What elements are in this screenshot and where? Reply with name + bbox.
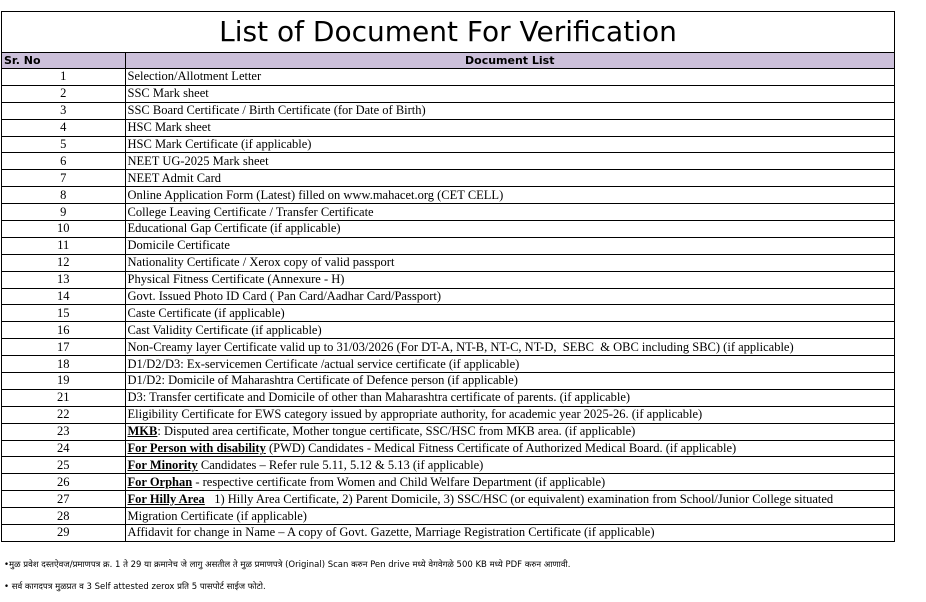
table-row — [2, 102, 894, 119]
row-document-text: HSC Mark sheet — [127, 120, 211, 135]
row-document-text: : Disputed area certificate, Mother tongue certificate, SSC/HSC from MKB area. (if applicable) — [157, 424, 636, 439]
row-sr-no: 17 — [2, 339, 125, 356]
table-header-row — [2, 53, 894, 69]
table-row — [2, 288, 894, 305]
footer-notes — [4, 558, 904, 602]
row-sr-no: 11 — [2, 237, 125, 254]
row-document — [125, 322, 894, 339]
table-row — [2, 423, 894, 440]
row-sr-no: 2 — [2, 85, 125, 102]
table-row — [2, 406, 894, 423]
row-document — [125, 440, 894, 457]
header-sr-no: Sr. No — [2, 53, 125, 69]
table-row — [2, 440, 894, 457]
row-sr-no: 8 — [2, 187, 125, 204]
row-document — [125, 356, 894, 373]
table-row — [2, 170, 894, 187]
row-document — [125, 389, 894, 406]
row-sr-no: 26 — [2, 474, 125, 491]
row-document-text: Caste Certificate (if applicable) — [127, 305, 285, 320]
row-document — [125, 170, 894, 187]
row-sr-no: 12 — [2, 254, 125, 271]
row-sr-no: 24 — [2, 440, 125, 457]
row-sr-no: 5 — [2, 136, 125, 153]
row-sr-no: 29 — [2, 525, 125, 541]
row-document — [125, 102, 894, 119]
row-document-text: Online Application Form (Latest) filled on www.mahacet.org (CET CELL) — [127, 187, 504, 202]
row-document — [125, 423, 894, 440]
table-row — [2, 187, 894, 204]
row-sr-no: 16 — [2, 322, 125, 339]
table-row — [2, 305, 894, 322]
row-document-text: 1) Hilly Area Certificate, 2) Parent Domicile, 3) SSC/HSC (or equivalent) examination from School/Junior College situated — [204, 491, 834, 506]
row-sr-no: 13 — [2, 271, 125, 288]
row-sr-no: 25 — [2, 457, 125, 474]
row-document — [125, 525, 894, 541]
row-category-label: For Person with disability — [127, 441, 266, 456]
row-document-text: Selection/Allotment Letter — [127, 69, 262, 84]
document-table-container — [1, 11, 895, 542]
table-row — [2, 389, 894, 406]
table-row — [2, 525, 894, 541]
row-document-text: Physical Fitness Certificate (Annexure - H) — [127, 272, 345, 287]
row-document-text: Non-Creamy layer Certificate valid up to 31/03/2026 (For DT-A, NT-B, NT-C, NT-D, SEBC & OBC including SBC) (if applicable) — [127, 339, 794, 354]
row-document — [125, 406, 894, 423]
table-row — [2, 119, 894, 136]
table-row — [2, 221, 894, 238]
row-document-text: Affidavit for change in Name – A copy of Govt. Gazette, Marriage Registration Certificate (if applicable) — [127, 525, 655, 540]
row-document — [125, 491, 894, 508]
table-row — [2, 153, 894, 170]
table-row — [2, 237, 894, 254]
table-row — [2, 204, 894, 221]
row-document — [125, 457, 894, 474]
row-sr-no: 23 — [2, 423, 125, 440]
row-sr-no: 6 — [2, 153, 125, 170]
row-document — [125, 373, 894, 390]
row-sr-no: 28 — [2, 508, 125, 525]
row-document-text: SSC Mark sheet — [127, 86, 209, 101]
row-sr-no: 14 — [2, 288, 125, 305]
row-category-label: For Minority — [127, 457, 198, 472]
row-sr-no: 7 — [2, 170, 125, 187]
row-sr-no: 15 — [2, 305, 125, 322]
row-document — [125, 474, 894, 491]
table-row — [2, 339, 894, 356]
row-document — [125, 339, 894, 356]
table-row — [2, 69, 894, 86]
row-document-text: Eligibility Certificate for EWS category issued by appropriate authority, for academic year 2025-26. (if applicable) — [127, 407, 703, 422]
row-category-label: For Orphan — [127, 474, 193, 489]
note-scan-instructions: •मुळ प्रवेश दस्तऐवज/प्रमाणपत्र क्र. 1 ते 29 या क्रमानेच जे लागु असतील ते मुळ प्रमाणपत्रे (Original) Scan करुन Pen drive मध्ये वेगवेगळे 500 KB मध्ये PDF करुन आणावी. — [4, 560, 571, 570]
row-document-text: NEET UG-2025 Mark sheet — [127, 153, 269, 168]
table-row — [2, 254, 894, 271]
table-row — [2, 457, 894, 474]
row-document-text: NEET Admit Card — [127, 170, 222, 185]
row-sr-no: 21 — [2, 389, 125, 406]
row-document-text: (PWD) Candidates - Medical Fitness Certificate of Authorized Medical Board. (if applicable) — [265, 441, 737, 456]
table-row — [2, 356, 894, 373]
row-document-text: Educational Gap Certificate (if applicable) — [127, 221, 341, 236]
row-sr-no: 19 — [2, 373, 125, 390]
row-category-label: MKB — [127, 424, 158, 439]
row-document-text: College Leaving Certificate / Transfer Certificate — [127, 204, 374, 219]
table-row — [2, 322, 894, 339]
row-document-text: SSC Board Certificate / Birth Certificate (for Date of Birth) — [127, 103, 426, 118]
row-document — [125, 204, 894, 221]
row-sr-no: 9 — [2, 204, 125, 221]
table-row — [2, 373, 894, 390]
row-document-text: Govt. Issued Photo ID Card ( Pan Card/Aadhar Card/Passport) — [127, 289, 441, 304]
row-document-text: Nationality Certificate / Xerox copy of valid passport — [127, 255, 395, 270]
row-sr-no: 1 — [2, 69, 125, 86]
table-row — [2, 474, 894, 491]
row-document — [125, 153, 894, 170]
table-row — [2, 508, 894, 525]
row-document-text: Candidates – Refer rule 5.11, 5.12 & 5.13 (if applicable) — [197, 457, 484, 472]
row-document-text: D1/D2/D3: Ex-servicemen Certificate /actual service certificate (if applicable) — [127, 356, 520, 371]
row-document-text: Domicile Certificate — [127, 238, 230, 253]
row-document — [125, 271, 894, 288]
row-document-text: D1/D2: Domicile of Maharashtra Certificate of Defence person (if applicable) — [127, 373, 518, 388]
row-document — [125, 254, 894, 271]
header-document-list: Document List — [125, 53, 894, 69]
row-sr-no: 22 — [2, 406, 125, 423]
row-document-text: Migration Certificate (if applicable) — [127, 508, 307, 523]
table-row — [2, 85, 894, 102]
row-document-text: - respective certificate from Women and Child Welfare Department (if applicable) — [192, 474, 606, 489]
row-document — [125, 136, 894, 153]
table-row — [2, 136, 894, 153]
row-sr-no: 4 — [2, 119, 125, 136]
row-sr-no: 27 — [2, 491, 125, 508]
row-document — [125, 69, 894, 86]
row-sr-no: 10 — [2, 221, 125, 238]
row-document — [125, 508, 894, 525]
row-document — [125, 119, 894, 136]
row-sr-no: 18 — [2, 356, 125, 373]
row-document — [125, 237, 894, 254]
row-document-text: D3: Transfer certificate and Domicile of other than Maharashtra certificate of parents. (if applicable) — [127, 390, 631, 405]
row-document — [125, 85, 894, 102]
row-category-label: For Hilly Area — [127, 491, 205, 506]
document-list-table — [2, 53, 894, 541]
table-row — [2, 271, 894, 288]
row-sr-no: 3 — [2, 102, 125, 119]
row-document-text: HSC Mark Certificate (if applicable) — [127, 137, 312, 151]
page-title: List of Document For Verification — [2, 12, 894, 53]
row-document — [125, 288, 894, 305]
row-document — [125, 187, 894, 204]
row-document-text: Cast Validity Certificate (if applicable) — [127, 322, 322, 337]
table-row — [2, 491, 894, 508]
row-document — [125, 305, 894, 322]
note-copies-photos: • सर्व कागदपत्र मुळप्रत व 3 Self attested zerox प्रति 5 पासपोर्ट साईज फोटो. — [4, 582, 266, 592]
row-document — [125, 221, 894, 238]
